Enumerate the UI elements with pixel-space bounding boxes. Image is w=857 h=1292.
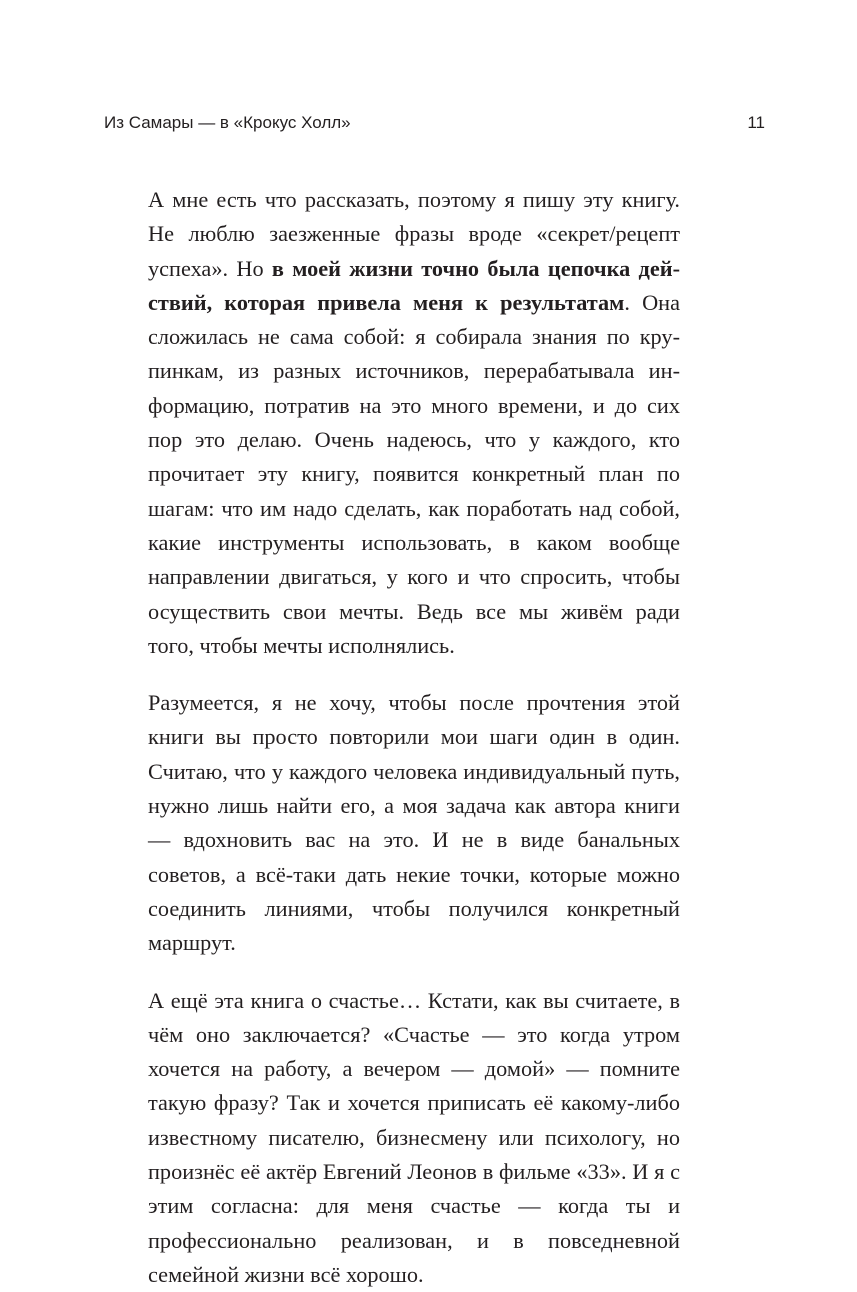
running-title: Из Самары — в «Крокус Холл» [104, 113, 351, 132]
page-number: 11 [747, 113, 765, 132]
paragraph-1 [148, 183, 680, 663]
paragraph-1-bold-phrase: в моей жизни точно была цепочка действий, которая привела меня к результатам [148, 255, 680, 315]
paragraph-1-rest: . Она сложилась не сама собой: я собирала знания по крупинкам, из разных источников, перерабатывала информацию, потратив на это много времени, и до сих пор это делаю. Очень надеюсь, что у каждого, кто прочитает эту книгу, появится конкретный план по шагам: что им надо сделать, как поработать над собой, какие инструменты использовать, в каком вообще направлении двигаться, у кого и что спросить, чтобы осуществить свои мечты. Ведь все мы живём ради того, чтобы мечты исполнялись. [148, 289, 680, 658]
paragraph-1-intro: А мне есть что рассказать, поэтому я пишу эту книгу. Не люблю заезженные фразы вроде «секрет/рецепт успеха». Но [148, 187, 680, 281]
paragraph-3: А ещё эта книга о счастье… Кстати, как вы считаете, в чём оно заключается? «Счастье — это когда утром хочется на работу, а вечером — домой» — помните такую фразу? Так и хочется приписать её какому-либо известному писателю, бизнесмену или психологу, но произнёс её актёр Евгений Леонов в фильме «33». И я с этим согласна: для меня счастье — когда ты и профессионально реализован, и в повседневной семейной жизни всё хорошо. [148, 987, 680, 1287]
body-text [148, 183, 680, 1292]
running-header [104, 111, 765, 135]
paragraph-2: Разумеется, я не хочу, чтобы после прочтения этой книги вы просто повторили мои шаги один в один. Считаю, что у каждого человека индивидуальный путь, нужно лишь найти его, а моя задача как автора книги — вдохновить вас на это. И не в виде банальных советов, а всё-таки дать некие точки, которые можно соединить линиями, чтобы получился конкретный маршрут. [148, 690, 680, 956]
